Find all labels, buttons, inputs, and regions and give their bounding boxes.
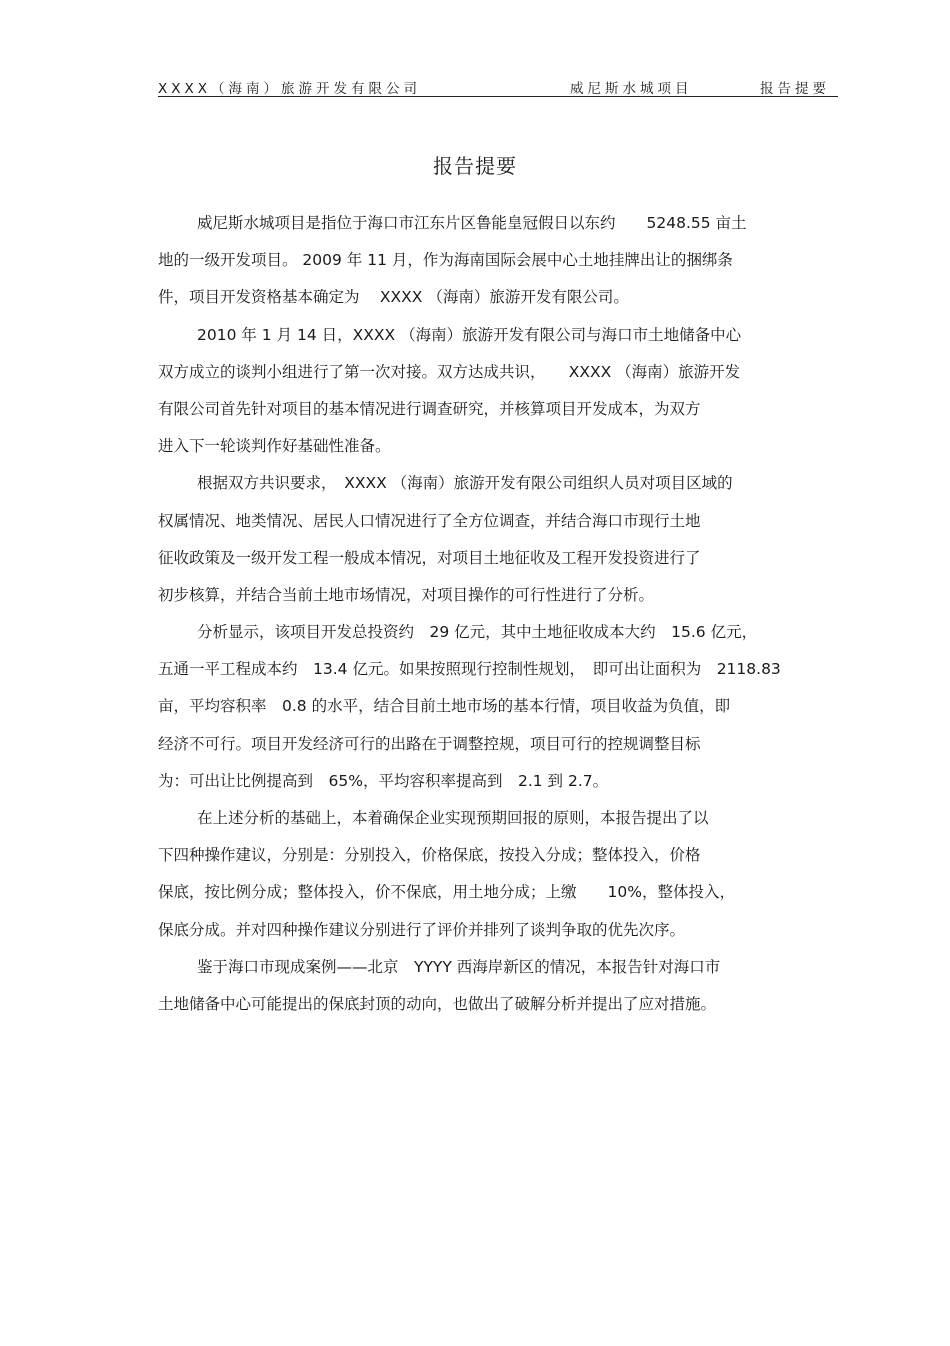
text-line: 威尼斯水城项目是指位于海口市江东片区鲁能皇冠假日以东约 5248.55 亩土: [197, 214, 747, 232]
text-line: 件，项目开发资格基本确定为 XXXX （海南）旅游开发有限公司。: [158, 288, 629, 307]
running-header: [158, 76, 838, 97]
text-line: 经济不可行。项目开发经济可行的出路在于调整控规，项目可行的控规调整目标: [158, 734, 701, 753]
text-line: 有限公司首先针对项目的基本情况进行调查研究，并核算项目开发成本，为双方: [158, 399, 701, 418]
text-line: 初步核算，并结合当前土地市场情况，对项目操作的可行性进行了分析。: [158, 585, 655, 604]
text-line: 五通一平工程成本约 13.4 亿元。如果按照现行控制性规划， 即可出让面积为 2118.83: [158, 660, 781, 679]
text-line: 根据双方共识要求， XXXX （海南）旅游开发有限公司组织人员对项目区域的: [197, 474, 733, 493]
header-section-name: 报告提要: [760, 81, 830, 97]
text-line: 土地储备中心可能提出的保底封顶的动向，也做出了破解分析并提出了应对措施。: [158, 994, 717, 1013]
text-line: 征收政策及一级开发工程一般成本情况，对项目土地征收及工程开发投资进行了: [158, 548, 701, 567]
text-line: 进入下一轮谈判作好基础性准备。: [158, 437, 391, 456]
text-line: 保底分成。并对四种操作建议分别进行了评价并排列了谈判争取的优先次序。: [158, 920, 686, 939]
text-line: 下四种操作建议，分别是：分别投入，价格保底，按投入分成；整体投入，价格: [158, 846, 701, 865]
text-line: 保底，按比例分成；整体投入，价不保底，用土地分成；上缴 10%，整体投入，: [158, 883, 735, 902]
paragraph-countermeasures: [158, 952, 858, 1026]
text-line: 为：可出让比例提高到 65%，平均容积率提高到 2.1 到 2.7。: [158, 771, 609, 790]
paragraph-investigation: [158, 468, 858, 617]
document-title: 报告提要: [433, 154, 517, 178]
text-line: 在上述分析的基础上，本着确保企业实现预期回报的原则，本报告提出了以: [197, 809, 709, 827]
text-line: 鉴于海口市现成案例——北京 YYYY 西海岸新区的情况，本报告针对海口市: [197, 957, 721, 976]
header-company-name: XXXX（海南）旅游开发有限公司: [158, 81, 421, 97]
paragraph-project-overview: [158, 208, 858, 320]
text-line: 双方成立的谈判小组进行了第一次对接。双方达成共识， XXXX （海南）旅游开发: [158, 362, 741, 381]
text-line: 2010 年 1 月 14 日，XXXX （海南）旅游开发有限公司与海口市土地储备中心: [197, 325, 742, 344]
paragraph-analysis: [158, 617, 858, 803]
text-line: 亩，平均容积率 0.8 的水平，结合目前土地市场的基本行情，项目收益为负值，即: [158, 697, 731, 716]
header-project-name: 威尼斯水城项目: [570, 81, 693, 97]
text-line: 分析显示，该项目开发总投资约 29 亿元，其中土地征收成本大约 15.6 亿元，: [197, 623, 758, 642]
text-line: 地的一级开发项目。 2009 年 11 月，作为海南国际会展中心土地挂牌出让的捆绑条: [158, 251, 733, 270]
text-line: 权属情况、地类情况、居民人口情况进行了全方位调查，并结合海口市现行土地: [158, 511, 701, 530]
paragraph-recommendations: [158, 803, 858, 952]
report-body: [158, 208, 858, 1026]
paragraph-first-contact: [158, 320, 858, 469]
